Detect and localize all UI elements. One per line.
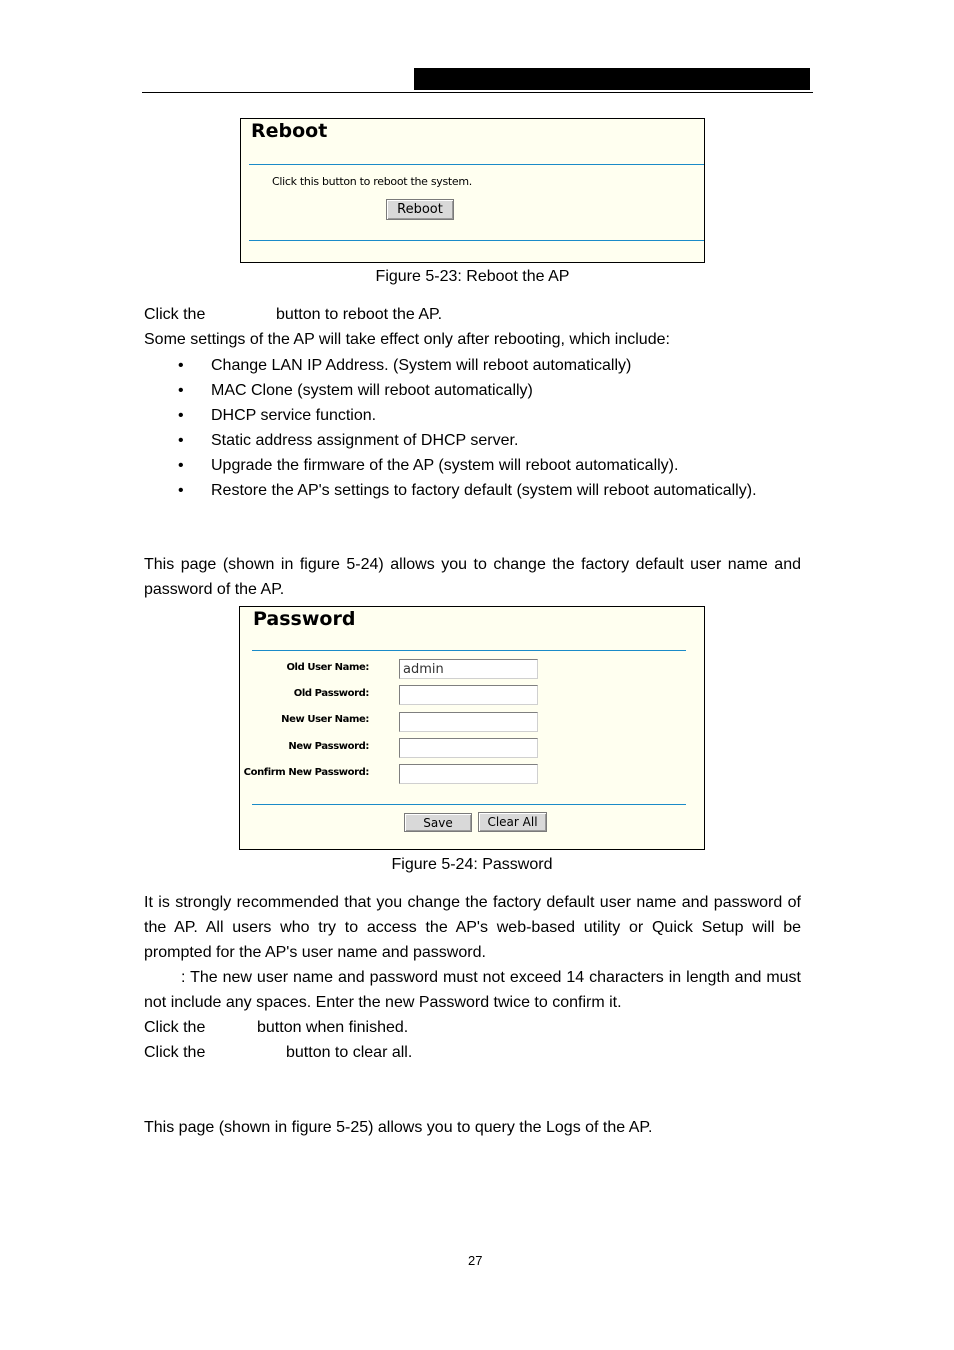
clear-all-button[interactable]: Clear All (478, 812, 547, 832)
click-clear-text-a: Click the (144, 1044, 206, 1061)
list-item: Restore the AP's settings to factory default (system will reboot automatically). (211, 482, 757, 499)
new-user-name-input[interactable] (399, 712, 538, 732)
list-item: Change LAN IP Address. (System will reboot automatically) (211, 357, 632, 374)
bullet-marker: • (178, 357, 184, 374)
bullet-marker: • (178, 432, 184, 449)
confirm-new-password-label: Confirm New Password: (243, 767, 369, 778)
old-user-name-input[interactable] (399, 659, 538, 679)
bullet-marker: • (178, 482, 184, 499)
recommendation-paragraph: It is strongly recommended that you change the factory default user name and password of the AP. All users who try to access the AP's web-based utility or Quick Setup will be prompted for the AP's user name and password. (144, 894, 801, 961)
old-password-input[interactable] (399, 685, 538, 705)
list-item: DHCP service function. (211, 407, 377, 424)
password-intro: This page (shown in figure 5-24) allows you to change the factory default user name and password of the AP. (144, 556, 801, 598)
password-panel-bottom-rule (252, 804, 686, 805)
settings-intro: Some settings of the AP will take effect only after rebooting, which include: (144, 331, 670, 348)
figure-caption-5-23: Figure 5-23: Reboot the AP (375, 268, 570, 285)
figure-caption-5-24: Figure 5-24: Password (391, 856, 553, 873)
reboot-panel-top-rule (249, 164, 704, 165)
confirm-new-password-input[interactable] (399, 764, 538, 784)
reboot-panel-title: Reboot (251, 120, 328, 142)
click-reboot-text-a: Click the (144, 306, 206, 323)
reboot-panel-bottom-rule (249, 240, 704, 241)
page-number: 27 (468, 1253, 483, 1268)
logs-intro: This page (shown in figure 5-25) allows you to query the Logs of the AP. (144, 1119, 653, 1136)
bullet-marker: • (178, 407, 184, 424)
note-paragraph: : The new user name and password must not exceed 14 characters in length and must not include any spaces. Enter the new Password twice to confirm it. (144, 969, 801, 1011)
new-user-name-label: New User Name: (281, 714, 369, 725)
click-save-text-a: Click the (144, 1019, 206, 1036)
list-item: Static address assignment of DHCP server. (211, 432, 519, 449)
new-password-label: New Password: (288, 741, 369, 752)
header-rule (142, 92, 813, 93)
old-password-label: Old Password: (293, 688, 369, 699)
list-item: MAC Clone (system will reboot automatically) (211, 382, 533, 399)
list-item: Upgrade the firmware of the AP (system will reboot automatically). (211, 457, 679, 474)
click-reboot-text-b: button to reboot the AP. (276, 306, 443, 323)
reboot-instruction: Click this button to reboot the system. (272, 175, 473, 188)
bullet-marker: • (178, 382, 184, 399)
reboot-panel (240, 118, 705, 263)
reboot-button[interactable]: Reboot (386, 199, 454, 220)
new-password-input[interactable] (399, 738, 538, 758)
save-button[interactable]: Save (404, 813, 472, 832)
old-user-name-label: Old User Name: (286, 662, 369, 673)
password-panel-top-rule (252, 650, 686, 651)
password-panel-title: Password (253, 608, 356, 630)
header-bar (414, 68, 810, 90)
click-save-text-b: button when finished. (257, 1019, 409, 1036)
bullet-marker: • (178, 457, 184, 474)
click-clear-text-b: button to clear all. (286, 1044, 413, 1061)
password-panel (239, 606, 705, 850)
